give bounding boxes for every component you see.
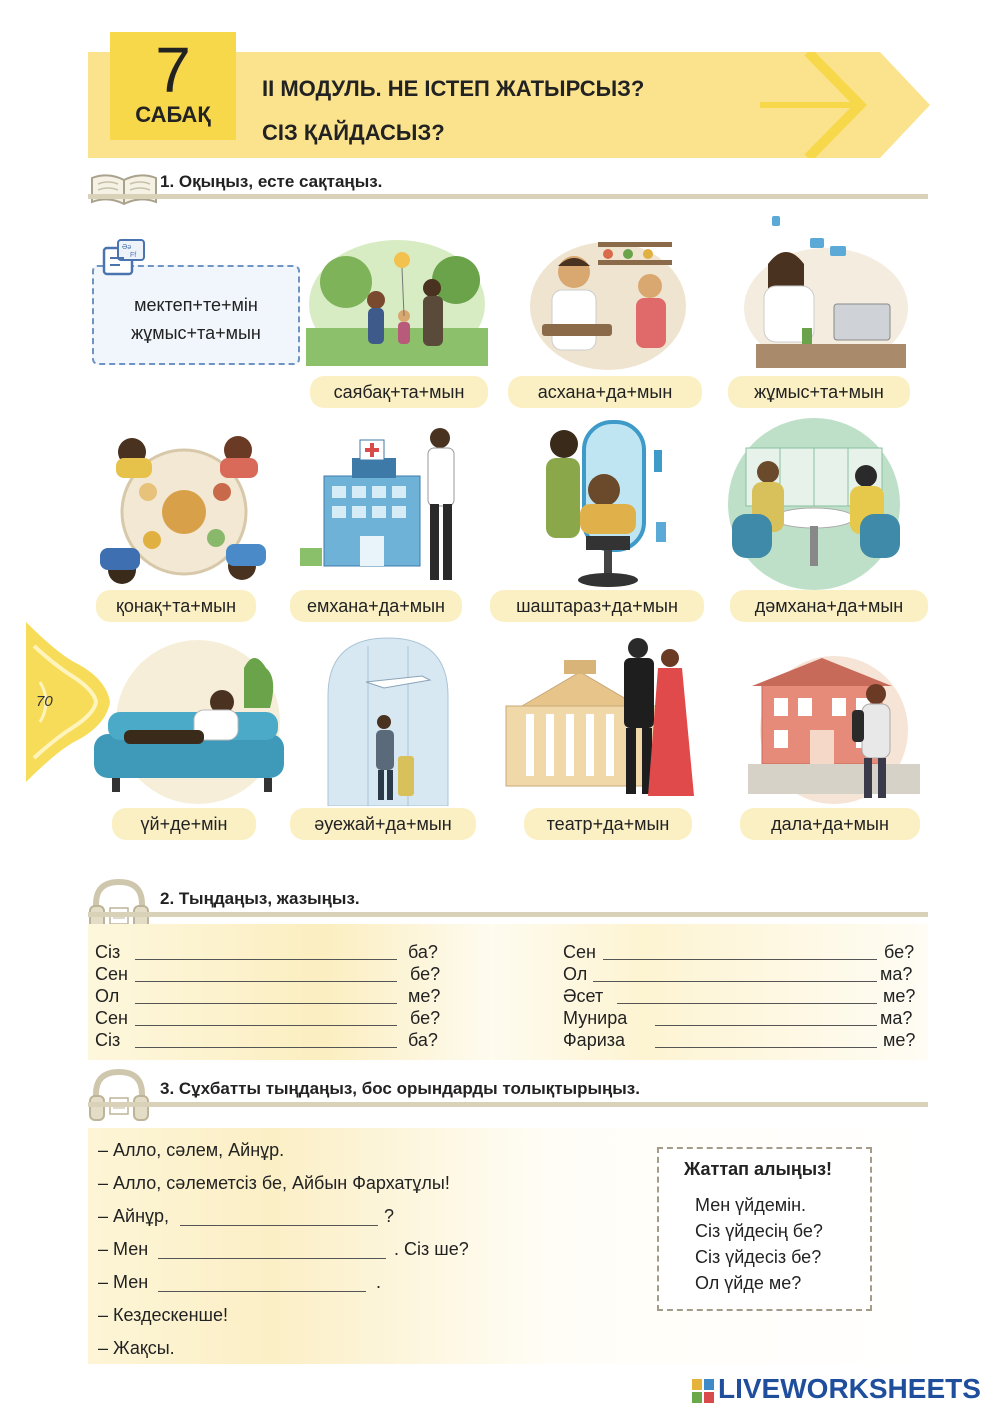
caption-theatre: театр+да+мын <box>524 808 692 840</box>
headphones-icon <box>88 1066 150 1122</box>
dialogue-text: – Алло, сәлеметсіз бе, Айбын Фархатұлы! <box>98 1173 450 1193</box>
exercise-row <box>563 964 923 986</box>
example-word-1: мектеп+те+мін <box>134 295 258 315</box>
row-subject: Мунира <box>563 1008 628 1028</box>
answer-blank[interactable] <box>617 1003 877 1004</box>
row-particle: ба? <box>408 1030 438 1050</box>
liveworksheets-logo-icon <box>692 1379 714 1403</box>
row-particle: ме? <box>883 986 916 1006</box>
dialogue-line <box>98 1206 418 1230</box>
exercise-row <box>95 964 445 986</box>
caption-cafe: дәмхана+да+мын <box>730 590 928 622</box>
park-family-illustration <box>306 232 488 366</box>
dialogue-line <box>98 1239 498 1263</box>
caption-park: саябақ+та+мын <box>310 376 488 408</box>
row-particle: ме? <box>883 1030 916 1050</box>
caption-canteen: асхана+да+мын <box>508 376 702 408</box>
exercise-row <box>95 986 445 1008</box>
caption-clinic: емхана+да+мын <box>290 590 462 622</box>
answer-blank[interactable] <box>158 1258 386 1259</box>
section3-divider <box>88 1102 928 1107</box>
row-subject: Сен <box>563 942 596 962</box>
row-subject: Сен <box>95 964 128 984</box>
page-number: 70 <box>36 693 53 710</box>
answer-blank[interactable] <box>593 981 877 982</box>
street-outdoor-illustration <box>748 654 920 804</box>
svg-text:Әә: Әә <box>122 244 132 251</box>
header-arrow-icon <box>760 52 930 158</box>
caption-guests: қонақ+та+мын <box>96 590 256 622</box>
module-title: II МОДУЛЬ. НЕ ІСТЕП ЖАТЫРСЫЗ? <box>262 76 645 101</box>
dialogue-tail: ? <box>384 1206 395 1226</box>
answer-blank[interactable] <box>135 1047 397 1048</box>
dialogue-text: – Жақсы. <box>98 1338 175 1358</box>
exercise-row <box>563 1030 923 1052</box>
row-subject: Ол <box>563 964 588 984</box>
row-particle: бе? <box>410 1008 441 1028</box>
memorize-line: Мен үйдемін. <box>695 1195 807 1215</box>
answer-blank[interactable] <box>135 959 397 960</box>
row-particle: ме? <box>408 986 441 1006</box>
section3-title: 3. Сұхбатты тыңдаңыз, бос орындарды толықтырыңыз. <box>160 1079 640 1098</box>
svg-text:Ff: Ff <box>130 252 137 259</box>
dialogue-text: – Мен <box>98 1272 149 1292</box>
answer-blank[interactable] <box>603 959 877 960</box>
dialogue-line <box>98 1305 418 1329</box>
clinic-illustration <box>300 418 478 590</box>
dialogue-text: – Алло, сәлем, Айнұр. <box>98 1140 285 1160</box>
lesson-number: 7 <box>155 34 191 106</box>
row-particle: ма? <box>880 1008 913 1028</box>
dialogue-line <box>98 1173 598 1197</box>
lesson-label: САБАҚ <box>135 102 211 127</box>
answer-blank[interactable] <box>655 1025 877 1026</box>
dialogue-text: – Кездескенше! <box>98 1305 228 1325</box>
exercise-row <box>95 1030 445 1052</box>
row-subject: Әсет <box>563 986 604 1006</box>
liveworksheets-logo[interactable]: LIVEWORKSHEETS <box>718 1373 981 1404</box>
exercise-row <box>563 942 923 964</box>
exercise-row <box>95 1008 445 1030</box>
theatre-illustration <box>502 636 702 806</box>
row-subject: Ол <box>95 986 120 1006</box>
answer-blank[interactable] <box>180 1225 378 1226</box>
translate-icon <box>102 238 148 278</box>
canteen-illustration <box>528 236 688 370</box>
caption-outdoor: дала+да+мын <box>740 808 920 840</box>
exercise-row <box>563 1008 923 1030</box>
example-word-2: жұмыс+та+мын <box>131 323 261 343</box>
memorize-line: Сіз үйдесіз бе? <box>695 1247 822 1267</box>
row-particle: бе? <box>410 964 441 984</box>
morphology-example-box <box>92 265 300 365</box>
row-subject: Сен <box>95 1008 128 1028</box>
caption-salon: шаштараз+да+мын <box>490 590 704 622</box>
dialogue-tail: . <box>376 1272 382 1292</box>
memorize-line: Ол үйде ме? <box>695 1273 802 1293</box>
home-sofa-illustration <box>94 638 286 806</box>
memorize-line: Сіз үйдесің бе? <box>695 1221 823 1241</box>
answer-blank[interactable] <box>158 1291 366 1292</box>
answer-blank[interactable] <box>135 1025 397 1026</box>
exercise-row <box>95 942 445 964</box>
dialogue-line <box>98 1338 418 1362</box>
dialogue-tail: . Сіз ше? <box>394 1239 469 1259</box>
section2-divider <box>88 912 928 917</box>
dialogue-text: – Мен <box>98 1239 149 1259</box>
cafe-illustration <box>716 418 912 590</box>
exercise-row <box>563 986 923 1008</box>
memorize-box <box>657 1147 872 1311</box>
airport-illustration <box>326 636 450 806</box>
office-work-illustration <box>742 212 910 368</box>
hair-salon-illustration <box>516 418 692 590</box>
row-subject: Сіз <box>95 942 121 962</box>
section1-title: 1. Оқыңыз, есте сақтаңыз. <box>160 172 383 191</box>
section1-divider <box>88 194 928 199</box>
caption-work: жұмыс+та+мын <box>728 376 910 408</box>
open-book-icon <box>88 168 160 208</box>
row-subject: Сіз <box>95 1030 121 1050</box>
answer-blank[interactable] <box>655 1047 877 1048</box>
caption-home: үй+де+мін <box>112 808 256 840</box>
lesson-title: СІЗ ҚАЙДАСЫЗ? <box>262 120 445 145</box>
row-particle: ма? <box>880 964 913 984</box>
answer-blank[interactable] <box>135 981 397 982</box>
lesson-badge <box>110 32 236 140</box>
caption-airport: әуежай+да+мын <box>290 808 476 840</box>
answer-blank[interactable] <box>135 1003 397 1004</box>
dialogue-line <box>98 1140 598 1164</box>
row-particle: ба? <box>408 942 438 962</box>
row-particle: бе? <box>884 942 915 962</box>
section2-title: 2. Тыңдаңыз, жазыңыз. <box>160 889 360 908</box>
dialogue-line <box>98 1272 418 1296</box>
memorize-title: Жаттап алыңыз! <box>684 1159 833 1179</box>
row-subject: Фариза <box>563 1030 626 1050</box>
guests-table-illustration <box>92 430 276 592</box>
dialogue-text: – Айнұр, <box>98 1206 170 1226</box>
